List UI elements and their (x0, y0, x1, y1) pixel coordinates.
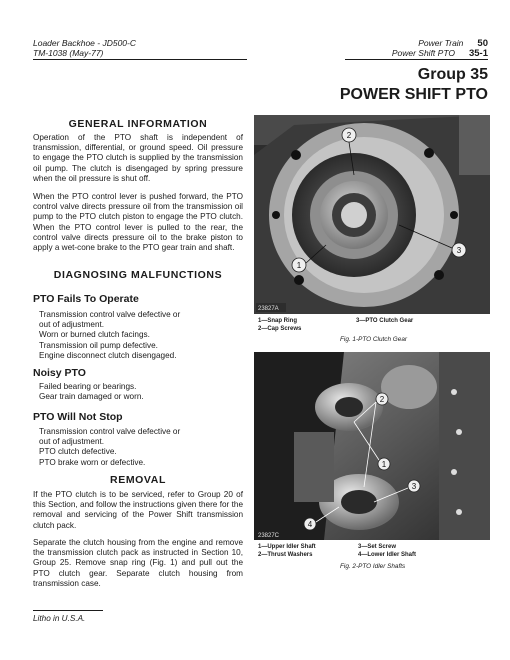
list-item: Transmission oil pump defective. (39, 340, 158, 350)
removal-heading: REMOVAL (110, 474, 166, 486)
list-item: Transmission control valve defective or (39, 310, 181, 319)
removal-para-1: If the PTO clutch is to be serviced, refer to Group 20 of this Section, and follow the instructions given there for the removal and servicing of the Power Shift transmission clutch pack. (33, 490, 243, 530)
fig1-callout-2: 2 (346, 131, 352, 140)
diagnosing-heading: DIAGNOSING MALFUNCTIONS (53, 269, 223, 281)
list-item: Gear train damaged or worn. (39, 392, 144, 402)
general-info-para-1: Operation of the PTO shaft is independent of transmission, differential, or ground speed. Oil pressure to engage the PTO clutch is supplied by the transmission oil pump. The clutch is disengaged by spring pressure when the oil pressure is shut off. (33, 133, 243, 183)
header-rule-right (345, 59, 488, 60)
noisy-pto-list (39, 382, 249, 402)
list-item: Worn or burned clutch facings. (39, 330, 150, 340)
pto-wont-stop-heading: PTO Will Not Stop (33, 411, 123, 423)
footer-rule (33, 610, 103, 611)
header-group-title: Power Shift PTO (391, 48, 455, 58)
group-title: POWER SHIFT PTO (339, 86, 488, 103)
fig2-legend-1: 1—Upper Idler Shaft (258, 544, 316, 550)
list-item: Transmission control valve defective or (39, 427, 181, 436)
fig1-photo-code: 23827A (258, 306, 279, 312)
pto-wont-stop-list (39, 427, 249, 468)
general-info-heading: GENERAL INFORMATION (68, 118, 208, 130)
list-item: PTO brake worn or defective. (39, 457, 146, 467)
fig2-callout-3: 3 (411, 482, 417, 491)
list-item: Engine disconnect clutch disengaged. (39, 350, 177, 360)
fig1-photo-drawing (254, 115, 490, 314)
fig1-caption: Fig. 1-PTO Clutch Gear (340, 336, 408, 343)
fig2-photo-code: 23827C (258, 533, 280, 539)
fig1-callout-3: 3 (456, 246, 462, 255)
removal-para-2: Separate the clutch housing from the engine and remove the transmission clutch pack as instructed in Section 10, Group 25. Remove snap ring (Fig. 1) and pull out the PTO clutch gear. Separate clutch housing from transmission case. (33, 538, 243, 588)
fig1-photo (254, 115, 490, 314)
group-number: Group 35 (417, 66, 488, 83)
header-section-number: 50 (477, 38, 488, 49)
pto-fails-heading: PTO Fails To Operate (33, 293, 139, 305)
header-group (392, 48, 488, 59)
header-page-number: 35-1 (468, 48, 488, 59)
header-manual-code: TM-1038 (May-77) (33, 48, 104, 58)
pto-fails-list (39, 310, 249, 361)
fig2-callout-2: 2 (379, 395, 385, 404)
fig1-legend-1: 1—Snap Ring (258, 318, 298, 324)
fig2-caption: Fig. 2-PTO Idler Shafts (340, 563, 406, 570)
footer-litho: Litho in U.S.A. (33, 614, 86, 623)
noisy-pto-heading: Noisy PTO (33, 367, 86, 379)
list-item: out of adjustment. (39, 437, 105, 447)
fig2-photo-drawing (254, 352, 490, 540)
header-section-title: Power Train (418, 38, 464, 48)
list-item: PTO clutch defective. (39, 447, 117, 457)
fig2-legend-2: 2—Thrust Washers (258, 552, 313, 558)
fig2-callout-4: 4 (307, 520, 313, 529)
header-rule-left (33, 59, 247, 60)
fig2-callout-1: 1 (381, 460, 387, 469)
fig1-legend-3: 3—PTO Clutch Gear (356, 318, 414, 324)
fig2-legend-3: 3—Set Screw (358, 544, 397, 550)
fig2-photo (254, 352, 490, 540)
general-info-para-2: When the PTO control lever is pushed forward, the PTO control valve directs pressure oil from the transmission oil pump to the PTO clutch piston to engage the PTO clutch. When the PTO control lever is pulled to the rear, the control valve directs pressure oil to the brake piston to apply a wet-cone brake to the PTO gear train and shaft. (33, 192, 243, 253)
header-manual-title: Loader Backhoe - JD500-C (33, 38, 137, 48)
list-item: out of adjustment. (39, 320, 105, 330)
fig1-legend-2: 2—Cap Screws (258, 326, 302, 332)
fig1-callout-1: 1 (296, 261, 302, 270)
list-item: Failed bearing or bearings. (39, 382, 137, 391)
fig2-legend-4: 4—Lower Idler Shaft (358, 552, 417, 558)
